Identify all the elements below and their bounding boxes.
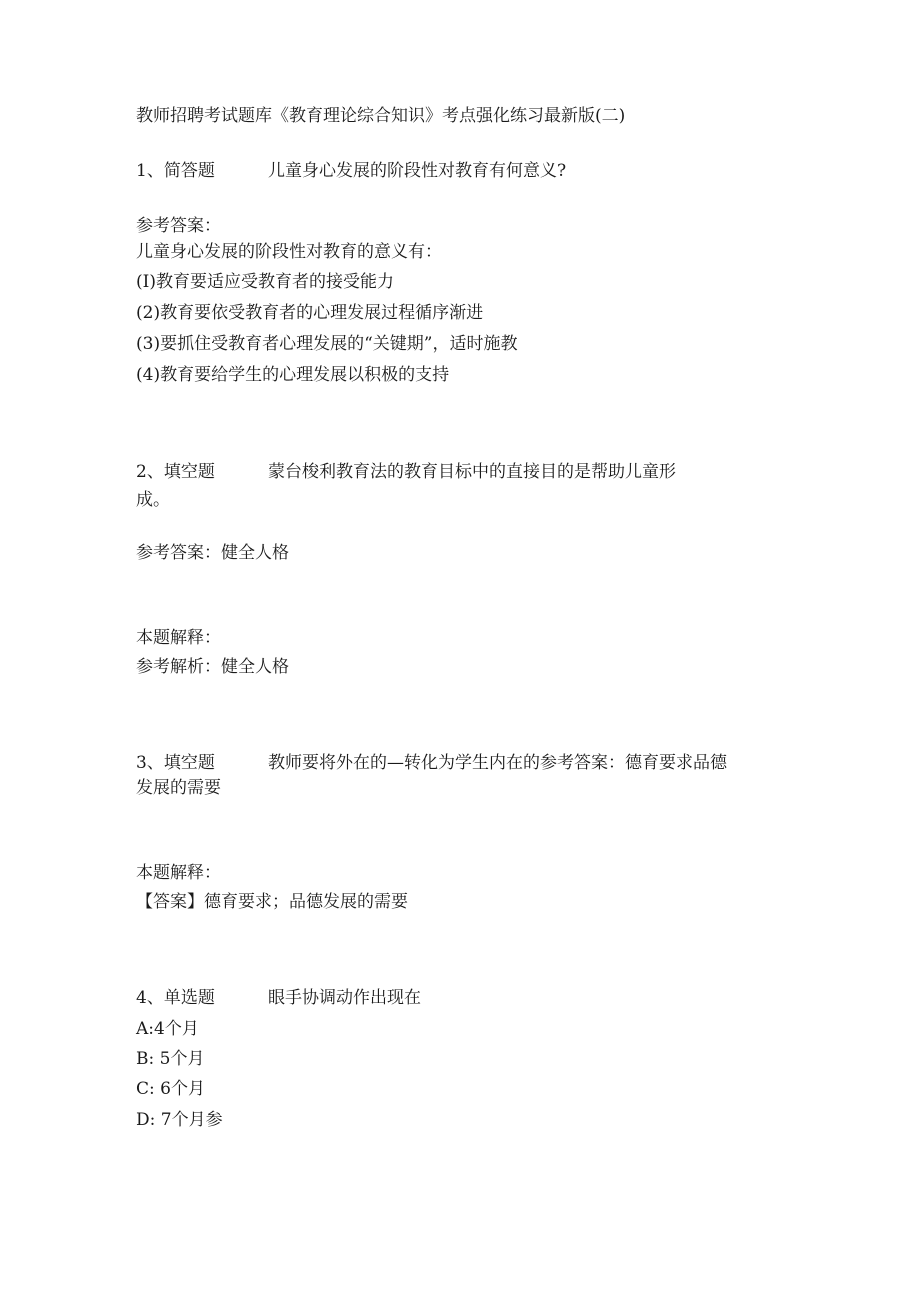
question-3-text-line-2: 发展的需要 [136,778,221,798]
question-2-text-line-1: 蒙台梭利教育法的教育目标中的直接目的是帮助儿童形 [268,462,676,482]
question-4-option-a: A:4个月 [136,1019,199,1039]
question-1-text: 儿童身心发展的阶段性对教育有何意义? [268,161,567,181]
question-2-explain-text: 参考解析：健全人格 [136,657,289,677]
question-3-type: 3、填空题 [136,753,215,773]
question-3 [136,753,727,773]
question-2-type: 2、填空题 [136,462,215,482]
question-1-answer-item-4: (4)教育要给学生的心理发展以积极的支持 [136,365,450,385]
question-1-answer-item-3: (3)要抓住受教育者心理发展的“关键期”，适时施教 [136,334,518,354]
question-3-text-line-1: 教师要将外在的—转化为学生内在的参考答案：德育要求品德 [268,753,727,773]
question-4 [136,988,421,1008]
question-4-type: 4、单选题 [136,988,215,1008]
question-4-option-d: D: 7个月参 [136,1110,223,1130]
question-1-answer-intro: 儿童身心发展的阶段性对教育的意义有： [136,242,442,262]
question-3-explain-text: 【答案】德育要求；品德发展的需要 [136,892,408,912]
question-1-type: 1、简答题 [136,161,215,181]
question-2-explain-label: 本题解释： [136,628,221,648]
question-3-explain-label: 本题解释： [136,863,221,883]
question-2 [136,462,676,482]
question-4-option-b: B: 5个月 [136,1049,205,1069]
question-2-answer: 参考答案：健全人格 [136,543,289,563]
question-2-text-line-2: 成。 [136,490,170,510]
question-1-answer-item-2: (2)教育要依受教育者的心理发展过程循序渐进 [136,303,484,323]
question-4-option-c: C: 6个月 [136,1079,205,1099]
question-1-answer-item-1: (I)教育要适应受教育者的接受能力 [136,272,394,292]
question-1 [136,161,566,181]
document-title: 教师招聘考试题库《教育理论综合知识》考点强化练习最新版(二) [136,106,626,126]
question-4-text: 眼手协调动作出现在 [268,988,421,1008]
question-1-answer-label: 参考答案： [136,216,221,236]
